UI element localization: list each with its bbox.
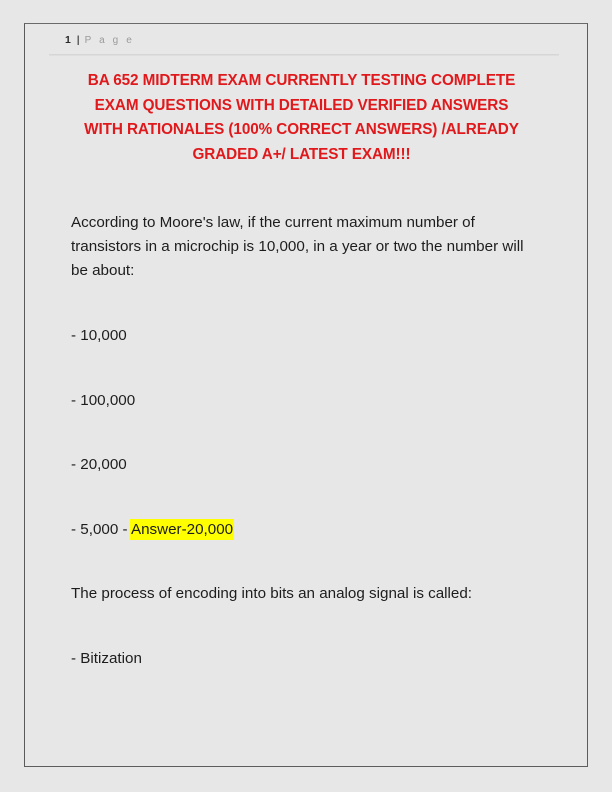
page-header-text xyxy=(65,34,565,47)
page-number: 1 xyxy=(65,34,71,46)
spacer xyxy=(71,542,543,582)
page-header xyxy=(25,24,587,56)
document-body xyxy=(71,69,543,671)
spacer xyxy=(71,412,543,453)
spacer xyxy=(71,167,543,211)
question-2-prompt: The process of encoding into bits an analog signal is called: xyxy=(71,584,473,602)
document-page xyxy=(24,23,588,767)
question-1-option-3: - 20,000 xyxy=(71,456,127,474)
header-divider xyxy=(49,54,559,56)
question-1-option-2: - 100,000 xyxy=(71,391,136,409)
spacer xyxy=(71,477,543,518)
question-1-option-4-label: - 5,000 - xyxy=(71,521,131,539)
page-header-separator: | xyxy=(76,34,80,46)
question-2-option-1: - Bitization xyxy=(71,649,142,667)
answer-highlight: Answer-20,000 xyxy=(130,521,234,539)
spacer xyxy=(71,348,543,389)
question-1-option-4 xyxy=(71,518,543,542)
spacer xyxy=(71,606,543,647)
page-title: BA 652 MIDTERM EXAM CURRENTLY TESTING COMPLETE EXAM QUESTIONS WITH DETAILED VERIFIED ANSWERS WITH RATIONALES (100% CORRECT ANSWERS) /ALREADY GRADED A+/ LATEST EXAM!!! xyxy=(84,72,519,163)
spacer xyxy=(71,283,543,324)
question-1-prompt: According to Moore's law, if the current maximum number of transistors in a microchip is 10,000, in a year or two the number will be about: xyxy=(71,214,524,279)
page-header-label: P a g e xyxy=(84,35,135,46)
question-1-option-1: - 10,000 xyxy=(71,326,127,344)
